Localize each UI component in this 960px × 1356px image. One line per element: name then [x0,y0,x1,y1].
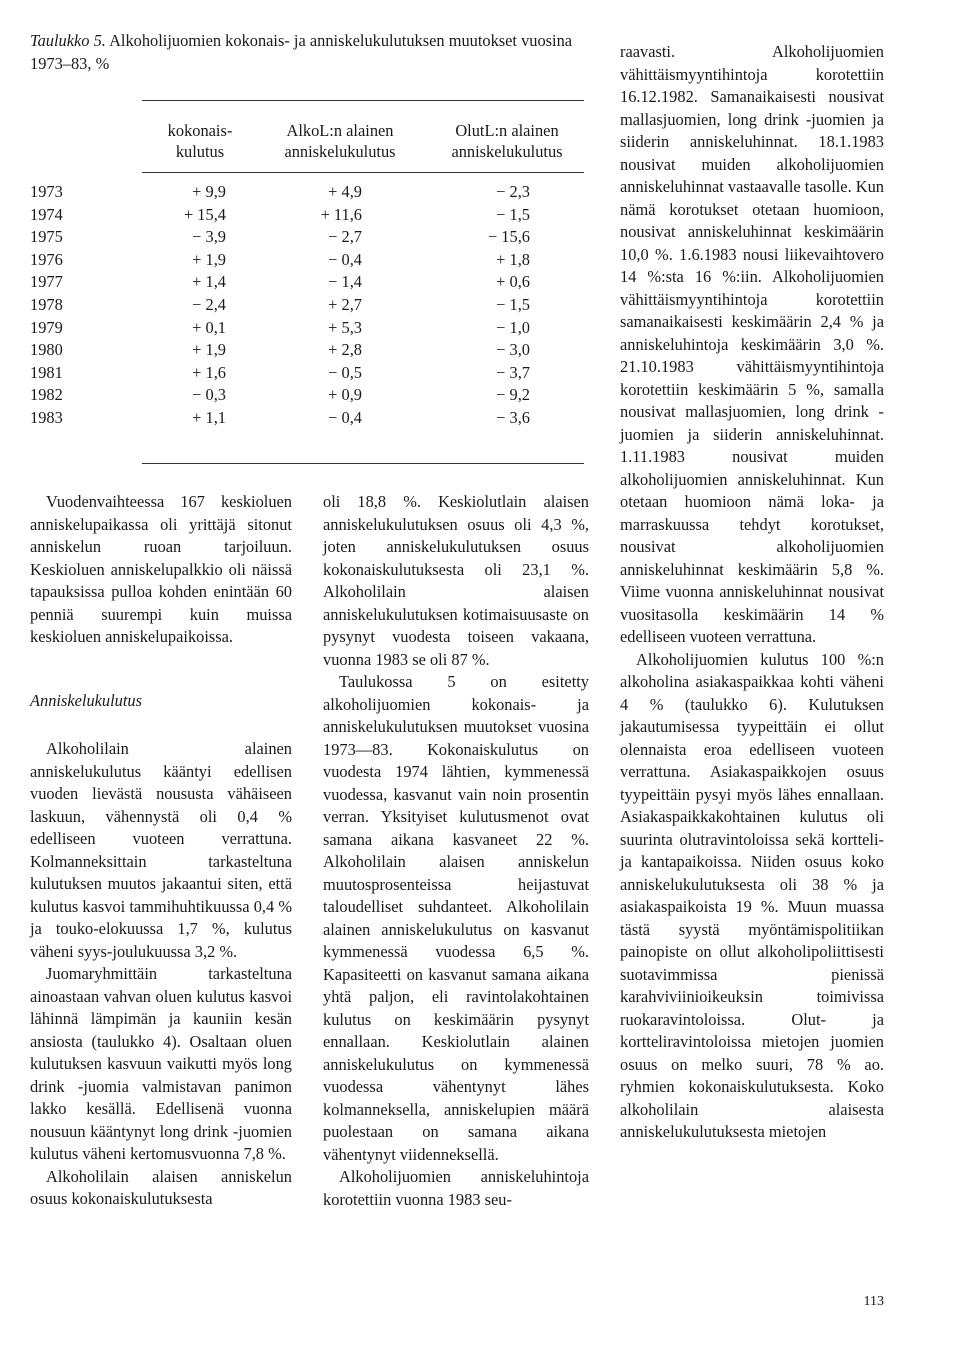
year-cell: 1976 [30,249,63,269]
table-header-rule [142,172,584,173]
table-bottom-rule [142,463,584,464]
total-change-cell: + 1,6 [192,362,226,382]
olut-change-cell: − 3,7 [496,362,530,382]
total-change-cell: + 1,4 [192,272,226,292]
table-top-rule [142,100,584,101]
year-cell: 1974 [30,204,63,224]
middle-paragraph-1: oli 18,8 %. Keskiolutlain alaisen anniskelukulutuksen osuus oli 4,3 %, joten anniskelukulutuksen osuus kokonaiskulutuksesta oli 23,1 %. Alkoholilain alaisen anniskelukulutuksen kotimaisuusaste on pysynyt vuodesta toiseen vakaana, vuonna 1983 se oli 87 %. [323,492,589,669]
year-cell: 1983 [30,408,63,427]
total-change-cell: + 1,1 [192,408,226,427]
alko-change-cell: + 0,9 [328,385,362,405]
left-paragraph-4: Alkoholilain alaisen anniskelun osuus kokonaiskulutuksesta [30,1166,292,1208]
olut-change-cell: + 0,6 [496,272,530,292]
olut-change-cell: − 9,2 [496,385,530,405]
header-olut: OlutL:n alainen anniskelukulutus [451,121,563,161]
right-column [620,41,884,1144]
year-cell: 1973 [30,182,63,201]
year-cell: 1978 [30,295,63,314]
section-heading: Anniskelukulutus [30,691,142,710]
olut-change-cell: − 1,0 [496,317,530,337]
year-cell: 1982 [30,385,63,405]
left-column [30,491,292,649]
middle-column [323,491,589,1211]
total-change-cell: − 2,4 [192,295,226,314]
right-paragraph-2: Alkoholijuomien kulutus 100 %:n alkoholina asiakaspaikkaa kohti väheni 4 % (taulukko 6). Kulutuksen jakautumisessa tyypeittäin ei ollut olennaista eroa edelliseen vuoteen verrattuna. Asiakaspaikkojen osuus tyypeittäin pysyi myös lähes ennallaan. Asiakaspaikkakohtainen kulutus oli suurinta olutravintoloissa sekä kortteli- ja kantapaikoissa. Niiden osuus koko anniskelukulutuksesta oli 38 % ja asiakaspaikoista 19 %. Muun muassa tästä syystä myöntämispolitiikan painopiste on ollut alkoholipoliittisesti suotavimmissa pienissä karahviviinioikeuksin toimivissa ruokaravintoloissa. Olut- ja kortteliravintoloissa mietojen juomien osuus on melko suuri, 78 % ao. ryhmien kokonaiskulutuksesta. Koko alkoholilain alaisesta anniskelukulutuksesta mietojen [620,649,884,1141]
middle-paragraph-2: Taulukossa 5 on esitetty alkoholijuomien kokonais- ja anniskelukulutuksen muutokset vuosina 1973—83. Kokonaiskulutus on vuodesta 1974 lähtien, kymmenessä vuodessa, kasvanut vain noin prosentin verran. Yksityiset kulutusmenot ovat samana aikana kasvaneet 22 %. Alkoholilain alaisen anniskelun muutosprosenteissa heijastuvat taloudelliset suhdanteet. Alkoholilain alainen anniskelukulutus on kasvanut kymmenessä vuodessa 6,5 %. Kapasiteetti on kasvanut samana aikana yhtä paljon, eli ravintolakohtainen kulutus on keskimäärin pysynyt ennallaan. Keskiolutlain alainen anniskelukulutus on kymmenessä vuodessa vähentynyt lähes kolmanneksella, anniskelupien määrä puolestaan on samana aikana vähentynyt viidenneksellä. [323,672,589,1164]
right-paragraph-1: raavasti. Alkoholijuomien vähittäismyyntihintoja korotettiin 16.12.1982. Samanaikaisesti nousivat mallasjuomien, long drink -juomien ja siiderin anniskeluhinnat. 18.1.1983 nousivat muiden alkoholijuomien anniskeluhinnat vastaavalle tasolle. Kun nämä korotukset otetaan huomioon, nousivat anniskeluhinnat keskimäärin 10,0 %. 1.6.1983 nousi liikevaihtovero 14 %:sta 16 %:iin. Alkoholijuomien vähittäismyyntihintoja korotettiin samanaikaisesti keskimäärin 2,4 % ja anniskeluhintoja keskimäärin 3,0 %. 21.10.1983 vähittäismyyntihintoja korotettiin keskimäärin 5 %, samalla nousivat mallasjuomien, long drink -juomien ja siiderin anniskeluhinnat. 1.11.1983 nousivat muiden alkoholijuomien anniskeluhinnat. Kun otetaan huomioon nämä loka- ja marraskuussa tehdyt korotukset, nousivat alkoholijuomien anniskeluhinnat keskimäärin 5,8 %. Viime vuonna anniskeluhinnat nousivat vuositasolla keskimäärin 14 % edelliseen vuoteen verrattuna. [620,42,884,646]
olut-change-cell: − 1,5 [496,295,530,314]
alko-change-cell: + 5,3 [328,317,362,337]
table-caption [30,30,590,75]
left-column-body [30,738,292,1211]
table-caption-text: Alkoholijuomien kokonais- ja anniskelukulutuksen muutokset vuosina 1973–83, % [30,31,573,73]
alko-change-cell: − 0,4 [328,249,362,269]
left-paragraph-3: Juomaryhmittäin tarkasteltuna ainoastaan vahvan oluen kulutus kasvoi lähinnä lämpimän ja kauniin kesän ansiosta (taulukko 4). Osaltaan oluen kulutuksen kasvuun vaikutti myös long drink -juomia valmistavan panimon lakko kesällä. Edellisenä vuonna nousuun kääntynyt long drink -juomien kulutus väheni kertomusvuonna 7,8 %. [30,964,292,1163]
alko-change-cell: − 2,7 [328,227,362,247]
olut-change-cell: − 3,6 [496,408,530,427]
middle-paragraph-3: Alkoholijuomien anniskeluhintoja korotettiin vuonna 1983 seu- [323,1167,589,1209]
left-paragraph-2: Alkoholilain alainen anniskelukulutus kääntyi edellisen vuoden lievästä noususta vähäiseen laskuun, vähennystä oli 0,4 % edelliseen vuoteen verrattuna. Kolmanneksittain tarkasteltuna kulutuksen muutos jakaantui siten, että kulutus kasvoi tammihuhtikuussa 0,4 % ja touko-elokuussa 1,7 %, kulutus väheni syys-joulukuussa 3,2 %. [30,739,292,961]
alko-change-cell: − 0,5 [328,362,362,382]
alko-change-cell: + 2,7 [328,295,362,314]
left-paragraph-1: Vuodenvaihteessa 167 keskioluen anniskelupaikassa oli yrittäjä sitonut anniskelun ruoan tarjoiluun. Keskioluen anniskelupalkkio oli näissä tapauksissa pulloa kohden enintään 60 penniä suurempi kuin muissa keskioluen anniskelupaikoissa. [30,492,292,646]
year-cell: 1977 [30,272,63,292]
year-cell: 1975 [30,227,63,247]
alko-change-cell: + 11,6 [320,204,362,224]
header-total: kokonais- kulutus [167,121,233,161]
total-change-cell: − 3,9 [192,227,226,247]
header-alko: AlkoL:n alainen anniskelukulutus [284,121,396,161]
page-number: 113 [863,1294,884,1309]
total-change-cell: − 0,3 [192,385,226,405]
alko-change-cell: + 4,9 [328,182,362,201]
olut-change-cell: − 2,3 [496,182,530,201]
olut-change-cell: − 3,0 [496,340,530,360]
alko-change-cell: − 1,4 [328,272,362,292]
olut-change-cell: + 1,8 [496,249,530,269]
alko-change-cell: − 0,4 [328,408,362,427]
year-cell: 1979 [30,317,63,337]
year-cell: 1980 [30,340,63,360]
total-change-cell: + 0,1 [192,317,226,337]
total-change-cell: + 9,9 [192,182,226,201]
total-change-cell: + 1,9 [192,249,226,269]
total-change-cell: + 15,4 [183,204,226,224]
table-caption-label: Taulukko 5. [30,31,106,50]
olut-change-cell: − 15,6 [487,227,530,247]
year-cell: 1981 [30,362,63,382]
total-change-cell: + 1,9 [192,340,226,360]
olut-change-cell: − 1,5 [496,204,530,224]
alko-change-cell: + 2,8 [328,340,362,360]
